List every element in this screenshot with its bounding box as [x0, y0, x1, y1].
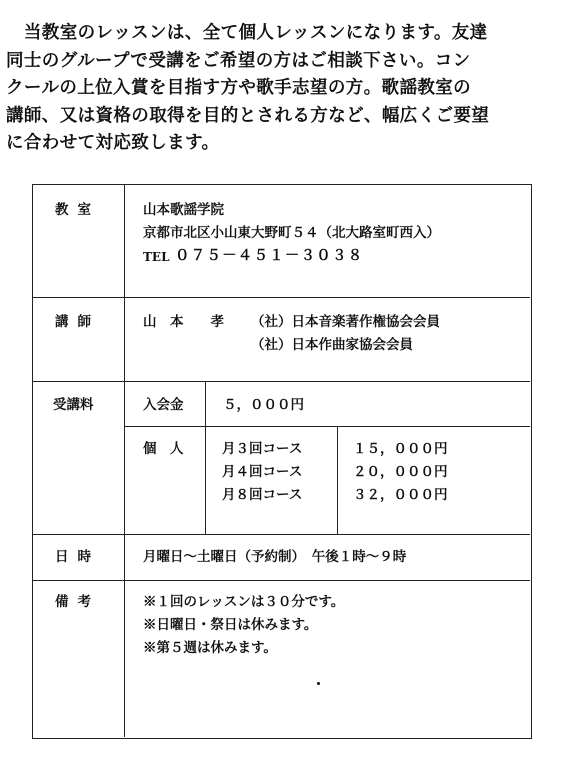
school-tel: ０７５－４５１－３０３８: [175, 247, 364, 264]
course-name: 月３回コース: [222, 441, 303, 457]
info-table: [32, 184, 532, 739]
label-column-divider: [124, 185, 125, 737]
course-name: 月８回コース: [222, 487, 303, 503]
note-item: ※第５週は休みます。: [143, 640, 277, 656]
teacher-label: 講師: [55, 314, 100, 330]
course-price: ２０，０００円: [353, 464, 448, 480]
row-divider: [33, 534, 530, 535]
schedule-value: 月曜日～土曜日（予約制） 午後１時～９時: [143, 549, 407, 565]
intro-line: クールの上位入賞を目指す方や歌手志望の方。歌謡教室の: [6, 78, 472, 98]
intro-line: 同士のグループで受講をご希望の方はご相談下さい。コン: [6, 50, 471, 71]
stray-dot: [317, 682, 320, 685]
course-price: ３２，０００円: [353, 487, 448, 503]
personal-label: 個 人: [143, 441, 184, 457]
row-divider: [33, 580, 530, 581]
admission-value: ５，０００円: [223, 397, 304, 413]
schedule-label: 日時: [55, 549, 100, 565]
school-address: 京都市北区小山東大野町５４（北大路室町西入）: [143, 225, 440, 241]
fee-column-divider: [205, 381, 206, 534]
teacher-name: 山 本 孝: [143, 314, 224, 330]
school-name: 山本歌謡学院: [143, 202, 224, 218]
notes-label: 備考: [55, 594, 100, 610]
row-divider: [124, 426, 530, 427]
intro-line: 講師、又は資格の取得を目的とされる方など、幅広くご要望: [6, 105, 490, 126]
teacher-membership: （社）日本音楽著作権協会会員: [251, 314, 440, 330]
teacher-membership: （社）日本作曲家協会会員: [251, 337, 413, 353]
school-label: 教室: [55, 202, 100, 218]
intro-line: 当教室のレッスンは、全て個人レッスンになります。友達: [6, 23, 488, 43]
row-divider: [33, 381, 530, 382]
intro-line: に合わせて対応致します。: [6, 133, 220, 153]
fees-label: 受講料: [53, 397, 94, 413]
note-item: ※日曜日・祭日は休みます。: [143, 617, 318, 633]
price-column-divider: [337, 426, 338, 534]
course-name: 月４回コース: [222, 464, 303, 480]
note-item: ※１回のレッスンは３０分です。: [143, 594, 345, 610]
intro-paragraph: [6, 20, 562, 158]
course-price: １５，０００円: [353, 441, 448, 457]
row-divider: [33, 297, 530, 298]
admission-label: 入会金: [143, 397, 184, 413]
school-tel-prefix: TEL: [143, 250, 170, 264]
